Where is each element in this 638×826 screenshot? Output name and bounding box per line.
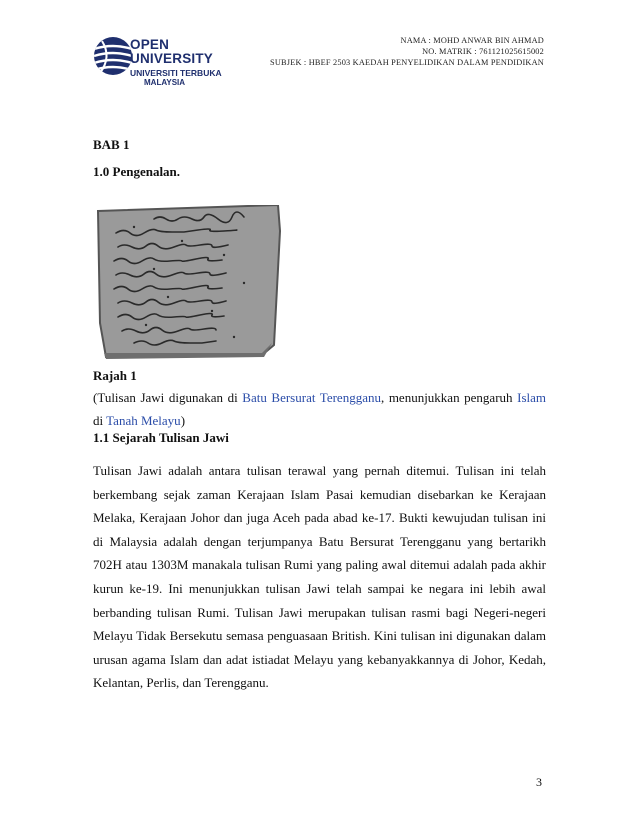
student-name: NAMA : MOHD ANWAR BIN AHMAD	[400, 36, 544, 45]
link-islam[interactable]: Islam	[517, 390, 546, 405]
section-heading-sejarah: 1.1 Sejarah Tulisan Jawi	[93, 430, 229, 445]
caption-text: , menunjukkan pengaruh	[380, 390, 518, 405]
globe-logo-icon	[92, 35, 134, 77]
logo-subtitle: UNIVERSITI TERBUKA	[130, 68, 222, 78]
subject: SUBJEK : HBEF 2503 KAEDAH PENYELIDIKAN DALAM PENDIDIKAN	[270, 58, 544, 67]
caption-text: )	[180, 413, 186, 428]
university-logo	[92, 33, 252, 93]
page-number: 3	[536, 775, 542, 789]
logo-country: MALAYSIA	[144, 78, 186, 87]
caption-text: (Tulisan Jawi digunakan di	[93, 390, 243, 405]
figure-label: Rajah 1	[93, 368, 137, 383]
body-paragraph: Tulisan Jawi adalah antara tulisan terawal yang pernah ditemui. Tulisan ini telah berkembang sejak zaman Kerajaan Islam Pasai kemudian disebarkan ke Kerajaan Melaka, Kerajaan Johor dan juga Aceh pada abad ke-17. Bukti kewujudan tulisan ini di Malaysia adalah dengan terjumpanya Batu Bersurat Terengganu yang bertarikh 702H atau 1303M manakala tulisan Rumi yang paling awal ditemui adalah pada akhir kurun ke-19. Ini menunjukkan tulisan Jawi telah sampai ke negara ini lebih awal berbanding tulisan Rumi. Tulisan Jawi merupakan tulisan rasmi bagi Negeri-negeri Melayu Tidak Bersekutu semasa penguasaan British. Kini tulisan ini digunakan dalam urusan agama Islam dan adat istiadat Melayu yang kebanyakkannya di Johor, Kedah, Kelantan, Perlis, dan Terengganu.	[93, 463, 546, 691]
link-batu-bersurat-terengganu[interactable]: Batu Bersurat Terengganu	[242, 390, 381, 405]
header-meta	[270, 35, 544, 68]
link-tanah-melayu[interactable]: Tanah Melayu	[106, 413, 181, 428]
caption-text: di	[93, 413, 107, 428]
logo-title: OPEN UNIVERSITY	[130, 37, 214, 66]
figure-caption	[93, 386, 546, 432]
batu-bersurat-image	[94, 205, 282, 360]
chapter-heading: BAB 1	[93, 137, 130, 152]
matric-number: NO. MATRIK : 761121025615002	[422, 47, 544, 56]
section-heading-intro: 1.0 Pengenalan.	[93, 164, 181, 179]
